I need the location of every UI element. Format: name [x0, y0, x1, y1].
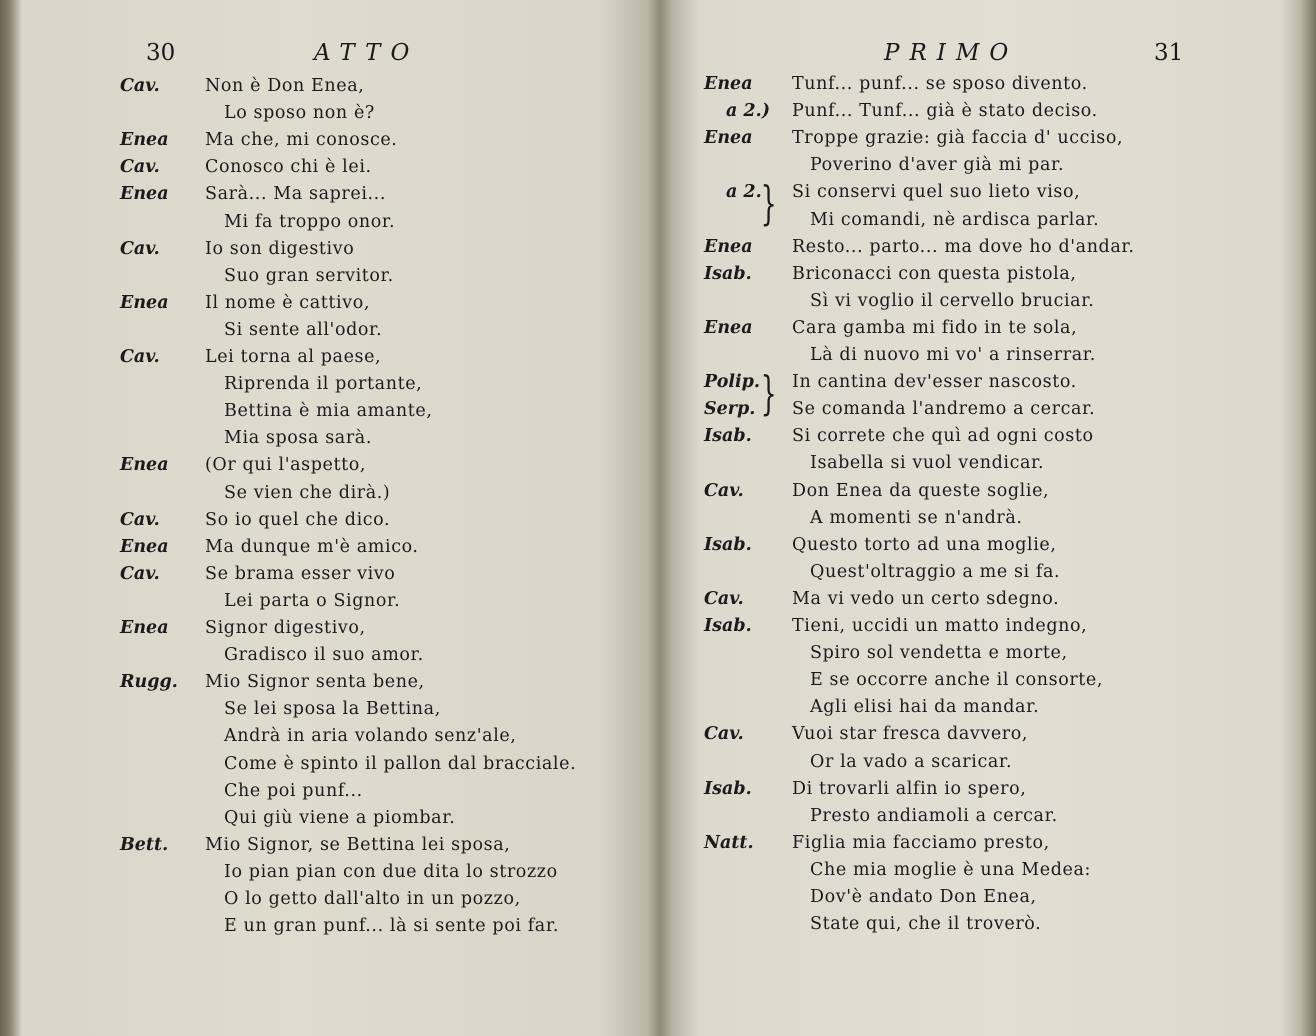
- verse-text: Questo torto ad una moglie,: [792, 534, 1057, 555]
- verse-text: Lei torna al paese,: [205, 347, 382, 367]
- verse-line: [0, 293, 650, 320]
- speaker-label: Enea: [704, 317, 753, 338]
- verse-line: [0, 212, 650, 239]
- verse-text: Si sente all'odor.: [224, 319, 383, 340]
- brace-mark: }: [760, 366, 777, 420]
- verse-text: Mi comandi, nè ardisca parlar.: [810, 209, 1100, 230]
- verse-text: Mi fa troppo onor.: [224, 211, 396, 232]
- verse-line: [658, 860, 1308, 887]
- verse-line: [658, 589, 1308, 616]
- verse-text: Lei parta o Signor.: [224, 590, 401, 611]
- verse-line: [658, 670, 1308, 697]
- verse-text: Ma che, mi conosce.: [205, 130, 398, 151]
- speaker-label: a 2.): [726, 101, 770, 122]
- verse-line: [658, 101, 1308, 128]
- speaker-label: Cav.: [120, 563, 160, 584]
- verse-text: Se lei sposa la Bettina,: [224, 699, 441, 720]
- verse-line: [0, 672, 650, 699]
- verse-line: [0, 401, 650, 428]
- verse-text: Agli elisi hai da mandar.: [810, 697, 1040, 718]
- verse-text: Briconacci con questa pistola,: [792, 263, 1077, 284]
- verse-line: [0, 428, 650, 455]
- speaker-label: Cav.: [120, 238, 160, 259]
- verse-text: (Or qui l'aspetto,: [205, 455, 367, 476]
- verse-line: [0, 564, 650, 591]
- speaker-label: Enea: [120, 618, 169, 638]
- verse-text: Presto andiamoli a cercar.: [810, 805, 1058, 826]
- verse-text: Si correte che quì ad ogni costo: [792, 426, 1094, 447]
- verse-text: Lo sposo non è?: [224, 103, 375, 124]
- verse-text: Don Enea da queste soglie,: [792, 480, 1050, 501]
- verse-text: Punf... Tunf... già è stato deciso.: [792, 101, 1098, 122]
- verse-line: [658, 887, 1308, 914]
- speaker-label: Enea: [120, 130, 169, 151]
- verse-text: So io quel che dico.: [205, 509, 391, 530]
- verse-text: O lo getto dall'alto in un pozzo,: [224, 889, 521, 909]
- speaker-label: Isab.: [704, 778, 752, 799]
- verse-line: [0, 835, 650, 862]
- verse-line: [658, 372, 1308, 399]
- verse-text: Io pian pian con due dita lo strozzo: [224, 861, 558, 882]
- verse-text: Che poi punf...: [224, 780, 363, 801]
- verse-line: [658, 345, 1308, 372]
- verse-line: [658, 318, 1308, 345]
- verse-line: [658, 453, 1308, 480]
- verse-text: Sarà... Ma saprei...: [205, 184, 387, 205]
- verse-line: [658, 724, 1308, 751]
- verse-text: Figlia mia facciamo presto,: [792, 832, 1050, 853]
- verse-text: Andrà in aria volando senz'ale,: [224, 726, 517, 747]
- speaker-label: Enea: [120, 292, 169, 313]
- verse-line: [0, 130, 650, 157]
- verse-line: [0, 618, 650, 645]
- verse-line: [0, 320, 650, 347]
- verse-text: Gradisco il suo amor.: [224, 645, 424, 666]
- verse-line: [0, 808, 650, 835]
- verse-line: [658, 155, 1308, 182]
- verse-text: Non è Don Enea,: [205, 76, 365, 96]
- verse-line: [0, 889, 650, 916]
- verse-text: Qui giù viene a piombar.: [224, 807, 456, 828]
- verse-line: [658, 697, 1308, 724]
- speaker-label: Enea: [704, 236, 753, 257]
- verse-line: [658, 426, 1308, 453]
- verse-line: [658, 264, 1308, 291]
- verse-text: E un gran punf... là si sente poi far.: [224, 916, 560, 937]
- verse-text: Troppe grazie: già faccia d' ucciso,: [792, 128, 1124, 149]
- verse-line: [0, 537, 650, 564]
- verse-text: State qui, che il troverò.: [810, 914, 1042, 935]
- speaker-label: Cav.: [704, 724, 744, 745]
- verse-line: [658, 210, 1308, 237]
- right-page: [658, 0, 1316, 1036]
- verse-line: [0, 510, 650, 537]
- verse-text: Spiro sol vendetta e morte,: [810, 643, 1068, 664]
- verse-line: [0, 483, 650, 510]
- verse-line: [658, 128, 1308, 155]
- verse-line: [0, 266, 650, 293]
- verse-line: [658, 833, 1308, 860]
- verse-line: [0, 862, 650, 889]
- verse-line: [658, 643, 1308, 670]
- verse-text: Cara gamba mi fido in te sola,: [792, 317, 1078, 338]
- verse-text: Il nome è cattivo,: [205, 292, 370, 313]
- verse-line: [658, 914, 1308, 941]
- speaker-label: Cav.: [120, 157, 160, 178]
- page-number: 31: [1154, 40, 1184, 66]
- verse-text: Se brama esser vivo: [205, 563, 396, 584]
- verse-text: Vuoi star fresca davvero,: [792, 724, 1029, 745]
- verse-text: Poverino d'aver già mi par.: [810, 155, 1065, 176]
- verse-line: [0, 699, 650, 726]
- verse-text: Mio Signor, se Bettina lei sposa,: [205, 834, 511, 855]
- verse-text: Ma dunque m'è amico.: [205, 536, 419, 557]
- verse-text: E se occorre anche il consorte,: [810, 670, 1104, 691]
- verse-line: [658, 481, 1308, 508]
- verse-line: [658, 291, 1308, 318]
- verse-line: [0, 239, 650, 266]
- verse-text: Tunf... punf... se sposo divento.: [792, 74, 1088, 94]
- verse-text: Se vien che dirà.): [224, 482, 391, 503]
- verse-line: [0, 916, 650, 943]
- speaker-label: Natt.: [704, 832, 754, 853]
- speaker-label: Isab.: [704, 616, 752, 636]
- speaker-label: Rugg.: [120, 672, 178, 693]
- verse-line: [0, 184, 650, 211]
- verse-line: [658, 399, 1308, 426]
- verse-line: [0, 591, 650, 618]
- verse-line: [658, 562, 1308, 589]
- verse-text: Suo gran servitor.: [224, 265, 394, 286]
- verse-text: Bettina è mia amante,: [224, 401, 433, 422]
- speaker-label: a 2.: [726, 182, 762, 203]
- verse-line: [658, 616, 1308, 643]
- running-head: ATTO: [314, 40, 420, 66]
- verse-line: [0, 76, 650, 103]
- speaker-label: Polip.: [704, 372, 760, 393]
- verse-text: A momenti se n'andrà.: [810, 507, 1023, 528]
- speaker-label: Cav.: [120, 347, 160, 367]
- verse-text: Che mia moglie è una Medea:: [810, 859, 1092, 880]
- verse-text: Si conservi quel suo lieto viso,: [792, 182, 1081, 203]
- verse-text: Quest'oltraggio a me si fa.: [810, 561, 1061, 582]
- verse-line: [658, 182, 1308, 209]
- verse-line: [658, 752, 1308, 779]
- verse-text: Tieni, uccidi un matto indegno,: [792, 616, 1088, 636]
- verse-line: [658, 535, 1308, 562]
- speaker-label: Cav.: [120, 76, 160, 96]
- speaker-label: Isab.: [704, 534, 752, 555]
- verse-text: Come è spinto il pallon dal bracciale.: [224, 753, 577, 774]
- verse-text: In cantina dev'esser nascosto.: [792, 372, 1077, 393]
- verse-text: Io son digestivo: [205, 238, 355, 259]
- verse-text: Di trovarli alfin io spero,: [792, 778, 1027, 799]
- speaker-label: Enea: [120, 455, 169, 476]
- verse-line: [0, 455, 650, 482]
- speaker-label: Bett.: [120, 834, 169, 855]
- speaker-label: Isab.: [704, 426, 752, 447]
- verse-text: Se comanda l'andremo a cercar.: [792, 399, 1096, 420]
- verse-line: [0, 726, 650, 753]
- verse-line: [0, 645, 650, 672]
- verse-text: Là di nuovo mi vo' a rinserrar.: [810, 345, 1096, 365]
- speaker-label: Cav.: [704, 480, 744, 501]
- verse-line: [0, 157, 650, 184]
- verse-text: Mio Signor senta bene,: [205, 672, 425, 693]
- verse-text: Conosco chi è lei.: [205, 157, 372, 178]
- speaker-label: Serp.: [704, 399, 756, 420]
- speaker-label: Enea: [120, 184, 169, 205]
- verse-line: [658, 806, 1308, 833]
- verse-text: Dov'è andato Don Enea,: [810, 887, 1037, 907]
- verse-text: Isabella si vuol vendicar.: [810, 453, 1045, 474]
- speaker-label: Enea: [704, 128, 753, 149]
- page-number: 30: [146, 40, 176, 66]
- verse-line: [0, 781, 650, 808]
- brace-mark: }: [760, 176, 777, 230]
- verse-line: [658, 508, 1308, 535]
- speaker-label: Cav.: [120, 509, 160, 530]
- verse-text: Mia sposa sarà.: [224, 428, 372, 449]
- verse-line: [0, 103, 650, 130]
- speaker-label: Enea: [120, 536, 169, 557]
- speaker-label: Cav.: [704, 588, 744, 609]
- verse-line: [0, 374, 650, 401]
- verse-line: [658, 237, 1308, 264]
- verse-text: Or la vado a scaricar.: [810, 751, 1013, 772]
- verse-line: [658, 74, 1308, 101]
- verse-text: Signor digestivo,: [205, 618, 366, 638]
- verse-line: [0, 754, 650, 781]
- verse-text: Sì vi voglio il cervello bruciar.: [810, 290, 1095, 311]
- speaker-label: Enea: [704, 74, 753, 94]
- verse-text: Riprenda il portante,: [224, 374, 423, 395]
- verse-text: Resto... parto... ma dove ho d'andar.: [792, 236, 1135, 257]
- verse-text: Ma vi vedo un certo sdegno.: [792, 588, 1060, 609]
- verse-line: [658, 779, 1308, 806]
- verse-line: [0, 347, 650, 374]
- speaker-label: Isab.: [704, 263, 752, 284]
- running-head: PRIMO: [884, 40, 1019, 66]
